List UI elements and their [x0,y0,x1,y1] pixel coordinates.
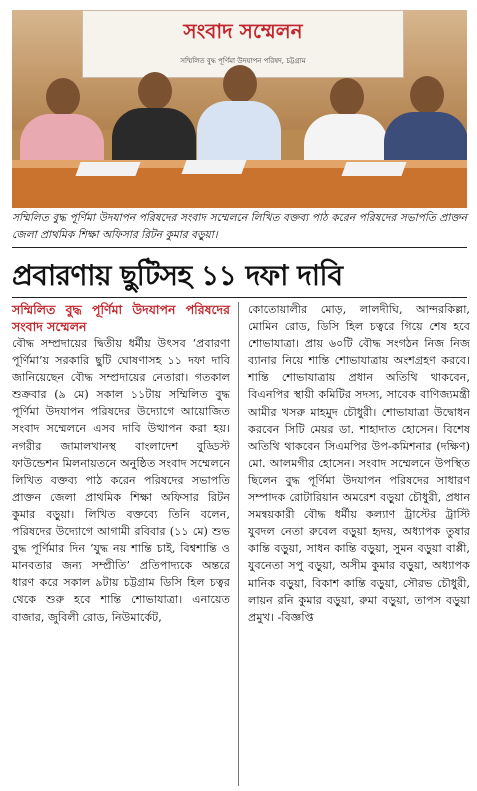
paper [341,162,406,176]
article-text-2: কোতোয়ালীর মোড়, লালদীঘি, আন্দরকিল্লা, মোমিন রোড, ডিসি হিল চত্বরে গিয়ে শেষ হবে শোভাযাত্রা। প্রায় ৬০টি বৌদ্ধ সংগঠন নিজ নিজ ব্যানার নিয়ে শান্তি শোভাযাত্রায় অংশগ্রহণ করবে। শান্তি শোভাযাত্রায় প্রধান অতিথি থাকবেন, বিএনপির স্থায়ী কমিটির সদস্য, সাবেক বাণিজ্যমন্ত্রী আমীর খসরু মাহমুদ চৌধুরী। শোভাযাত্রা উদ্বোধন করবেন সিটি মেয়র ডা. শাহাদাত হোসেন। বিশেষ অতিথি থাকবেন সিএমপির উপ-কমিশনার (দক্ষিণ) মো. আলমগীর হোসেন। সংবাদ সম্মেলনে উপস্থিত ছিলেন বুদ্ধ পূর্ণিমা উদযাপন পরিষদের সাধারণ সম্পাদক রোটারিয়ান অমরেশ বড়ুয়া চৌধুরী, প্রধান সমন্বয়কারী বৌদ্ধ ধর্মীয় কল্যাণ ট্রাস্টের ট্রাস্টি যুবদল নেতা রুবেল বড়ুয়া হৃদয়, অধ্যাপক তুষার কান্তি বড়ুয়া, সাধন কান্তি বড়ুয়া, সুমন বড়ুয়া বাপ্পী, যুবনেতা সপু বড়ুয়া, অসীম কুমার বড়ুয়া, অধ্যাপক মানিক বড়ুয়া, বিকাশ কান্তি বড়ুয়া, সৌরভ চৌধুরী, লায়ন রনি কুমার বড়ুয়া, রুমা বড়ুয়া, তাপস বড়ুয়া প্রমুখ। -বিজ্ঞপ্তি [248,303,470,624]
headline: প্রবারণায় ছুটিসহ ১১ দফা দাবি [12,259,343,292]
paper [181,160,246,174]
banner-title: সংবাদ সম্মেলন [183,19,303,43]
column-divider [238,302,239,786]
headline-divider [12,297,467,298]
paper [75,162,140,176]
article-subhead: সম্মিলিত বুদ্ধ পূর্ণিমা উদযাপন পরিষদের সংবাদ সম্মেলন [12,302,230,334]
article-column-1 [12,301,230,626]
photo-caption: সম্মিলিত বুদ্ধ পূর্ণিমা উদযাপন পরিষদের সংবাদ সম্মেলনে লিখিত বক্তব্য পাঠ করেন পরিষদের সভাপতি প্রাক্তন জেলা প্রাথমিক শিক্ষা অফিসার রিটন কুমার বড়ুয়া। [12,212,467,241]
banner-subtitle: সম্মিলিত বুদ্ধ পূর্ণিমা উদযাপন পরিষদ, চট্টগ্রাম [180,57,306,65]
article-column-2 [248,301,470,626]
article-text-1: বৌদ্ধ সম্প্রদায়ের দ্বিতীয় ধর্মীয় উৎসব ‘প্রবারণা পূর্ণিমা’য় সরকারি ছুটি ঘোষণাসহ ১১ দফা দাবি জানিয়েছেন বৌদ্ধ সম্প্রদায়ের নেতারা। গতকাল শুক্রবার (৯ মে) সকাল ১১টায় সম্মিলিত বুদ্ধ পূর্ণিমা উদযাপন পরিষদের উদ্যোগে আয়োজিত সংবাদ সম্মেলনে এসব দাবি উত্থাপন করা হয়। নগরীর জামালখানস্থ বাংলাদেশ বুড্ডিস্ট ফাউন্ডেশন মিলনায়তনে অনুষ্ঠিত সংবাদ সম্মেলনে লিখিত বক্তব্য পাঠ করেন পরিষদের সভাপতি প্রাক্তন জেলা প্রাথমিক শিক্ষা অফিসার রিটন কুমার বড়ুয়া। লিখিত বক্তব্যে তিনি বলেন, পরিষদের উদ্যোগে আগামী রবিবার (১১ মে) শুভ বুদ্ধ পূর্ণিমার দিন ‘যুদ্ধ নয় শান্তি চাই, বিশ্বশান্তি ও মানবতার জন্য সম্প্রীতি’ প্রতিপাদ্যকে অন্তরে ধারণ করে সকাল ৯টায় চট্টগ্রাম ডিসি হিল চত্বর থেকে শুরু হবে শান্তি শোভাযাত্রা। এনায়েত বাজার, জুবিলী রোড, নিউমার্কেট, [12,337,230,624]
caption-divider [12,247,467,248]
press-conference-photo [12,10,467,208]
